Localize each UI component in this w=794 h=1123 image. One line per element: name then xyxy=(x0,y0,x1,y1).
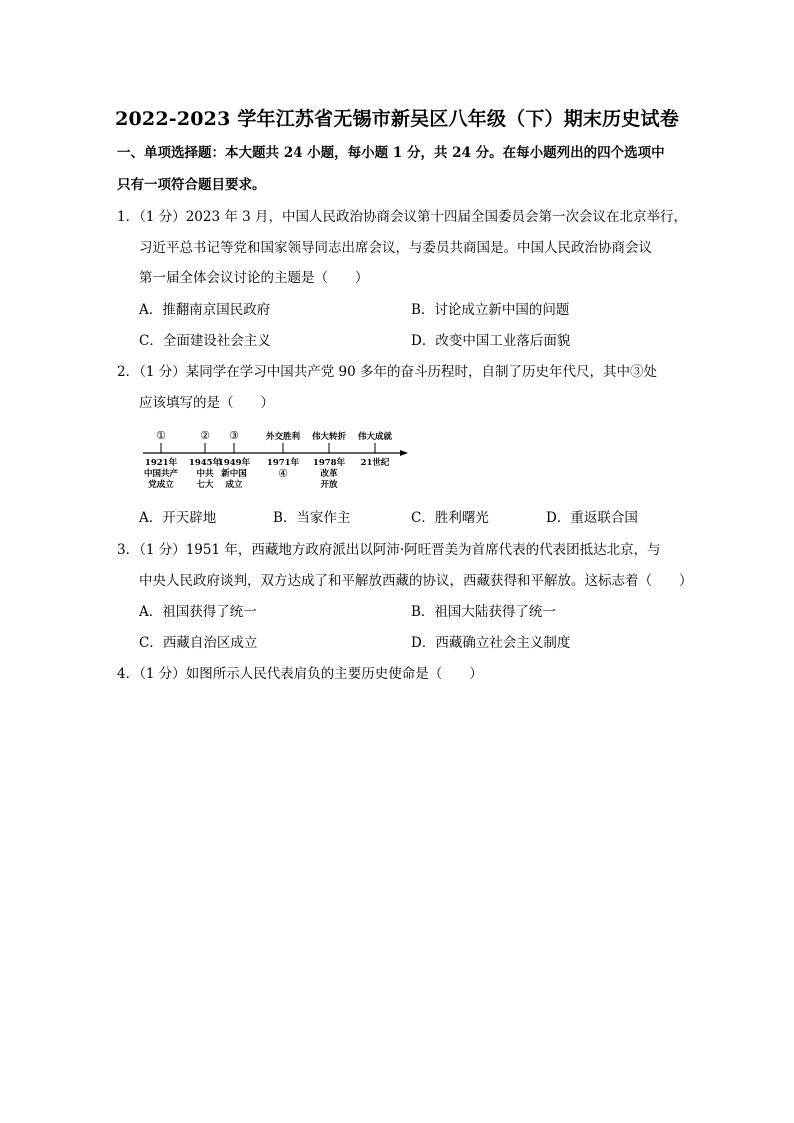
timeline-event-3-line2: 成立 xyxy=(225,480,243,490)
timeline-mark-4: ④ xyxy=(278,467,288,480)
question-1-line3: 第一届全体会议讨论的主题是（ ） xyxy=(139,270,369,286)
timeline-year-21c: 21世纪 xyxy=(360,458,390,468)
timeline-event-2-line2: 七大 xyxy=(196,480,214,490)
timeline-label-turning-point: 伟大转折 xyxy=(311,432,347,442)
timeline-year-1971: 1971年 xyxy=(266,458,300,468)
question-3-option-d[interactable]: D．西藏确立社会主义制度 xyxy=(411,635,571,651)
timeline-mark-1: ① xyxy=(156,429,166,442)
timeline-event-3-line1: 新中国 xyxy=(221,469,247,479)
timeline-event-5-line1: 改革 xyxy=(320,469,338,479)
timeline-event-2-line1: 中共 xyxy=(196,469,214,479)
question-2-line2: 应该填写的是（ ） xyxy=(139,395,274,411)
question-2-option-a[interactable]: A．开天辟地 xyxy=(139,510,217,526)
question-3-line2: 中央人民政府谈判，双方达成了和平解放西藏的协议，西藏获得和平解放。这标志着（ ） xyxy=(139,573,693,589)
section-header-line2: 只有一项符合题目要求。 xyxy=(117,177,266,193)
timeline-year-1945: 1945年 xyxy=(188,458,222,468)
question-2-option-d[interactable]: D．重返联合国 xyxy=(546,510,638,526)
page-title: 2022-2023 学年江苏省无锡市新吴区八年级（下）期末历史试卷 xyxy=(115,108,679,130)
timeline-year-1949: 1949年 xyxy=(217,458,251,468)
timeline-event-1-line2: 党成立 xyxy=(148,480,174,490)
timeline-arrow-icon xyxy=(400,450,408,456)
history-timeline-figure xyxy=(138,425,410,495)
question-2-option-c[interactable]: C．胜利曙光 xyxy=(411,510,489,526)
question-1-option-a[interactable]: A．推翻南京国民政府 xyxy=(139,302,271,318)
timeline-mark-3: ③ xyxy=(229,429,239,442)
timeline-year-1978: 1978年 xyxy=(312,458,346,468)
timeline-event-5-line2: 开放 xyxy=(320,480,338,490)
question-1-option-d[interactable]: D．改变中国工业落后面貌 xyxy=(411,333,571,349)
question-1-option-b[interactable]: B．讨论成立新中国的问题 xyxy=(411,302,570,318)
timeline-label-diplomacy: 外交胜利 xyxy=(265,432,301,442)
timeline-svg xyxy=(138,425,410,495)
question-2-line1: 2．（1 分）某同学在学习中国共产党 90 多年的奋斗历程时，自制了历史年代尺，其中③处 xyxy=(117,364,657,380)
timeline-event-1-line1: 中国共产 xyxy=(143,469,179,479)
question-2-option-b[interactable]: B．当家作主 xyxy=(273,510,351,526)
question-4-line1: 4．（1 分）如图所示人民代表肩负的主要历史使命是（ ） xyxy=(117,666,483,682)
timeline-label-achievement: 伟大成就 xyxy=(357,432,393,442)
question-1-line2: 习近平总书记等党和国家领导同志出席会议，与委员共商国是。中国人民政治协商会议 xyxy=(139,240,652,256)
timeline-year-1921: 1921年 xyxy=(144,458,178,468)
timeline-mark-2: ② xyxy=(200,429,210,442)
question-3-option-c[interactable]: C．西藏自治区成立 xyxy=(139,635,258,651)
question-1-line1: 1．（1 分）2023 年 3 月，中国人民政治协商会议第十四届全国委员会第一次会议在北京举行， xyxy=(117,209,688,225)
question-1-option-c[interactable]: C．全面建设社会主义 xyxy=(139,333,271,349)
question-3-option-a[interactable]: A．祖国获得了统一 xyxy=(139,604,257,620)
section-header-line1: 一、单项选择题：本大题共 24 小题，每小题 1 分，共 24 分。在每小题列出的四个选项中 xyxy=(117,145,665,161)
question-3-line1: 3．（1 分）1951 年，西藏地方政府派出以阿沛·阿旺晋美为首席代表的代表团抵达北京，与 xyxy=(117,542,661,558)
question-3-option-b[interactable]: B．祖国大陆获得了统一 xyxy=(411,604,556,620)
